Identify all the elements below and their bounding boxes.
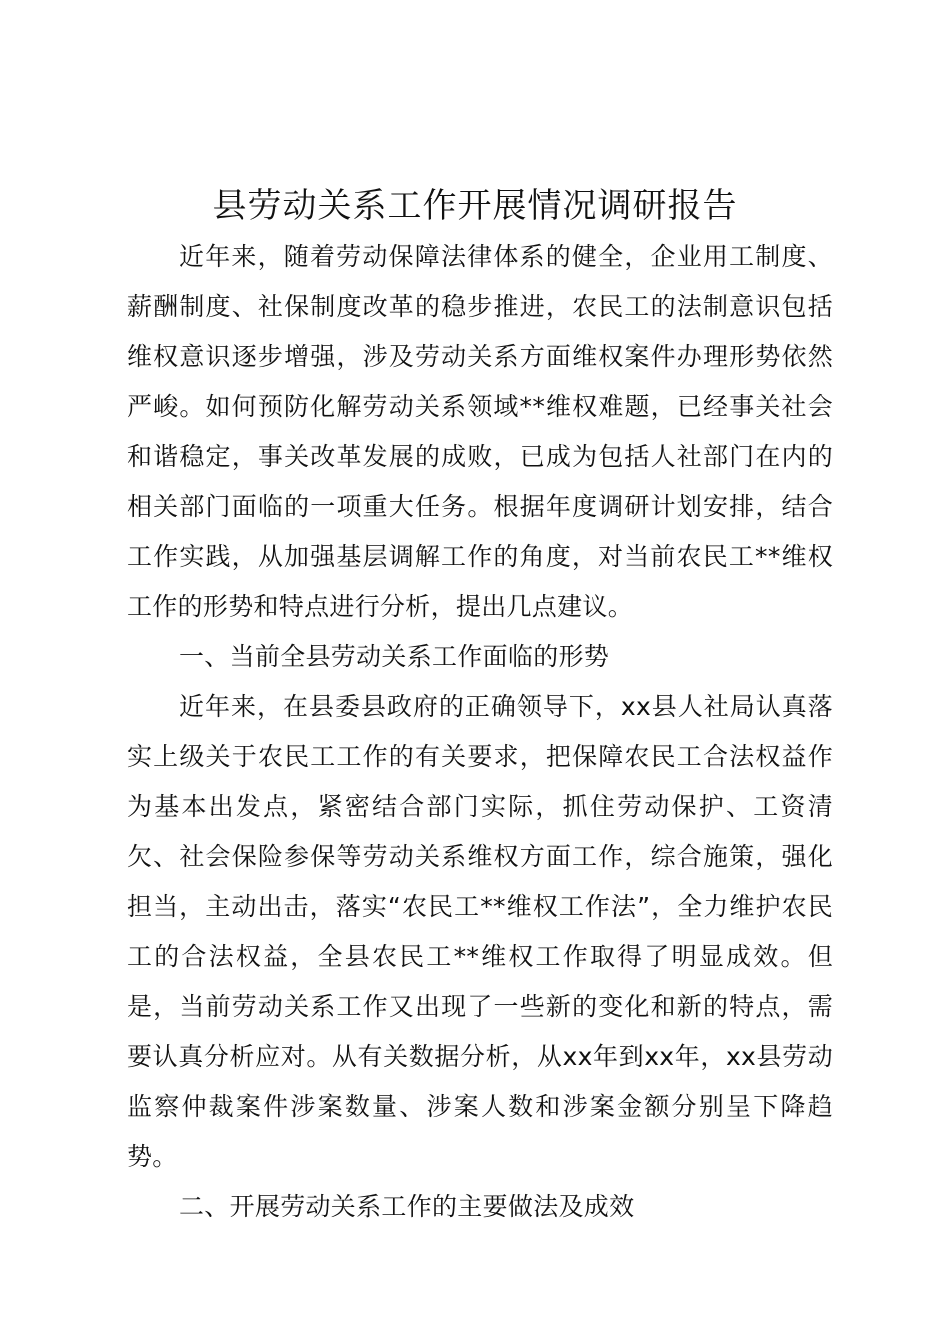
section-heading-1: 一、当前全县劳动关系工作面临的形势 (179, 642, 610, 671)
document-title: 县劳动关系工作开展情况调研报告 (212, 186, 738, 226)
section-heading-2: 二、开展劳动关系工作的主要做法及成效 (179, 1192, 635, 1221)
intro-paragraph: 近年来，随着劳动保障法律体系的健全，企业用工制度、薪酬制度、社保制度改革的稳步推进，农民工的法制意识包括维权意识逐步增强，涉及劳动关系方面维权案件办理形势依然严峻。如何预防化解劳动关系领域**维权难题，已经事关社会和谐稳定，事关改革发展的成败，已成为包括人社部门在内的相关部门面临的一项重大任务。根据年度调研计划安排，结合工作实践，从加强基层调解工作的角度，对当前农民工**维权工作的形势和特点进行分析，提出几点建议。 (127, 242, 833, 621)
document-body (127, 232, 833, 1232)
section-1-paragraph: 近年来，在县委县政府的正确领导下，xx县人社局认真落实上级关于农民工工作的有关要求，把保障农民工合法权益作为基本出发点，紧密结合部门实际，抓住劳动保护、工资清欠、社会保险参保等劳动关系维权方面工作，综合施策，强化担当，主动出击，落实“农民工**维权工作法”，全力维护农民工的合法权益，全县农民工**维权工作取得了明显成效。但是，当前劳动关系工作又出现了一些新的变化和新的特点，需要认真分析应对。从有关数据分析，从xx年到xx年，xx县劳动监察仲裁案件涉案数量、涉案人数和涉案金额分别呈下降趋势。 (127, 692, 833, 1171)
